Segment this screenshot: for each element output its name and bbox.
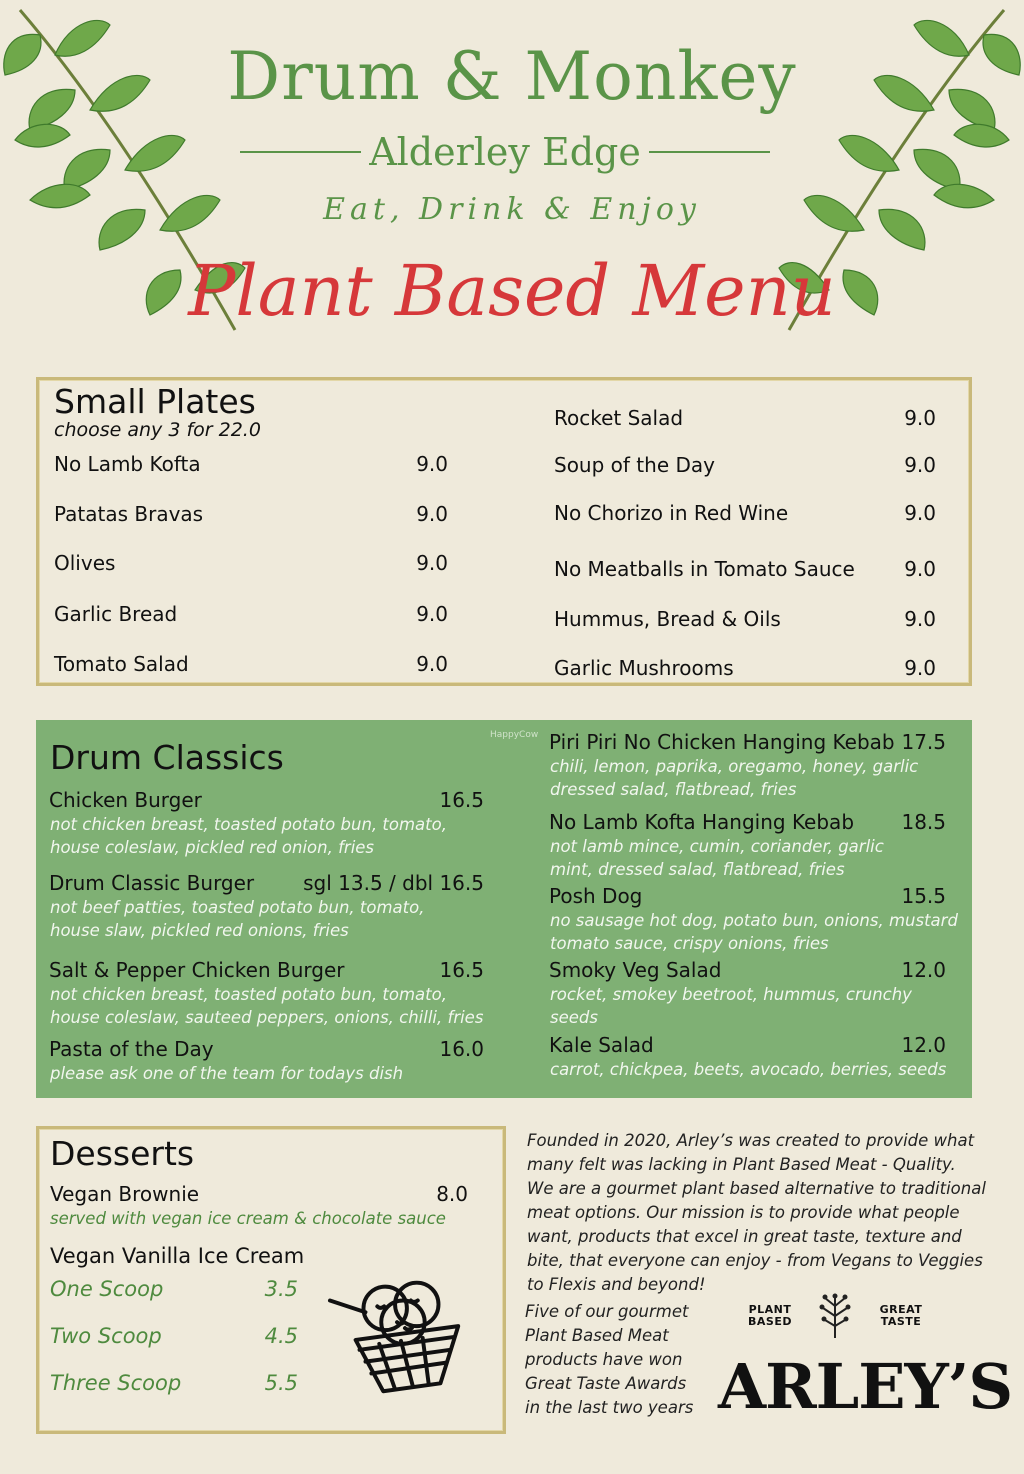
small-plate-name: No Meatballs in Tomato Sauce [554, 557, 855, 581]
small-plate-name: Soup of the Day [554, 453, 715, 477]
classic-item-desc: dressed salad, flatbread, fries [550, 780, 797, 799]
brownie-desc: served with vegan ice cream & chocolate sauce [50, 1209, 446, 1228]
classic-item-desc: no sausage hot dog, potato bun, onions, mustard [550, 911, 958, 930]
classic-item-price: 16.5 [439, 958, 484, 982]
classic-item-desc: please ask one of the team for todays dish [50, 1064, 404, 1083]
about-line: Founded in 2020, Arley’s was created to provide what [527, 1131, 975, 1150]
classic-item-price: sgl 13.5 / dbl 16.5 [303, 871, 484, 895]
classic-item-desc: tomato sauce, crispy onions, fries [550, 934, 829, 953]
small-plate-price: 9.0 [904, 607, 936, 631]
small-plate-name: Hummus, Bread & Oils [554, 607, 781, 631]
classic-item-desc: not lamb mince, cumin, coriander, garlic [550, 837, 884, 856]
scoop-price: 3.5 [264, 1277, 298, 1301]
small-plate-price: 9.0 [416, 502, 448, 526]
classic-item-desc: not chicken breast, toasted potato bun, tomato, [50, 815, 447, 834]
tree-icon [815, 1290, 855, 1340]
classic-item-desc: seeds [550, 1008, 598, 1027]
classic-item-name: Drum Classic Burger [49, 871, 255, 895]
classic-item-name: Smoky Veg Salad [549, 958, 722, 982]
classic-item-price: 17.5 [901, 730, 946, 754]
classic-item-name: Posh Dog [549, 884, 643, 908]
award-line: Great Taste Awards [525, 1374, 687, 1393]
classic-item-desc: chili, lemon, paprika, oregamo, honey, garlic [550, 757, 919, 776]
award-line: Plant Based Meat [525, 1326, 669, 1345]
about-line: We are a gourmet plant based alternative to traditional [527, 1179, 986, 1198]
menu-title: Plant Based Menu [188, 250, 836, 332]
classic-item-desc: not chicken breast, toasted potato bun, tomato, [50, 985, 447, 1004]
ice-cream-name: Vegan Vanilla Ice Cream [50, 1244, 305, 1268]
classic-item-name: Piri Piri No Chicken Hanging Kebab [549, 730, 895, 754]
small-plate-name: Olives [54, 551, 116, 575]
badge-plant-based: PLANT BASED [748, 1303, 792, 1328]
scoop-name: One Scoop [50, 1277, 164, 1301]
scoop-name: Two Scoop [50, 1324, 162, 1348]
about-line: many felt was lacking in Plant Based Meat - Quality. [527, 1155, 956, 1174]
small-plate-price: 9.0 [416, 452, 448, 476]
small-plates-heading: Small Plates [54, 382, 256, 421]
small-plate-name: Patatas Bravas [54, 502, 204, 526]
scoop-name: Three Scoop [50, 1371, 182, 1395]
small-plate-name: No Lamb Kofta [54, 452, 201, 476]
ice-cream-cup-icon [326, 1270, 474, 1400]
brownie-name: Vegan Brownie [50, 1182, 200, 1206]
classic-item-name: No Lamb Kofta Hanging Kebab [549, 810, 855, 834]
tagline: Eat, Drink & Enjoy [323, 192, 701, 227]
classic-item-price: 16.5 [439, 788, 484, 812]
small-plate-price: 9.0 [416, 602, 448, 626]
about-line: to Flexis and beyond! [527, 1275, 706, 1294]
location-subtitle: Alderley Edge [369, 130, 641, 174]
classic-item-price: 16.0 [439, 1037, 484, 1061]
classic-item-desc: house slaw, pickled red onions, fries [50, 921, 349, 940]
subtitle-rule-right [649, 151, 770, 153]
classic-item-desc: not beef patties, toasted potato bun, tomato, [50, 898, 425, 917]
classic-item-desc: rocket, smokey beetroot, hummus, crunchy [550, 985, 912, 1004]
small-plate-price: 9.0 [904, 557, 936, 581]
about-line: want, products that excel in great taste, texture and [527, 1227, 962, 1246]
award-line: products have won [525, 1350, 683, 1369]
classic-item-desc: house coleslaw, sauteed peppers, onions, chilli, fries [50, 1008, 484, 1027]
small-plate-price: 9.0 [416, 551, 448, 575]
small-plate-price: 9.0 [904, 656, 936, 680]
classic-item-name: Kale Salad [549, 1033, 654, 1057]
small-plate-price: 9.0 [904, 453, 936, 477]
badge-great-taste: GREAT TASTE [879, 1303, 923, 1328]
classic-item-name: Pasta of the Day [49, 1037, 214, 1061]
small-plate-price: 9.0 [416, 652, 448, 676]
small-plate-name: Rocket Salad [554, 406, 684, 430]
classic-item-desc: house coleslaw, pickled red onion, fries [50, 838, 375, 857]
restaurant-title: Drum & Monkey [227, 38, 797, 115]
about-line: meat options. Our mission is to provide what people [527, 1203, 960, 1222]
classic-item-price: 15.5 [901, 884, 946, 908]
subtitle-row [240, 130, 770, 174]
award-line: in the last two years [525, 1398, 694, 1417]
award-line: Five of our gourmet [525, 1302, 689, 1321]
small-plate-name: No Chorizo in Red Wine [554, 501, 789, 525]
small-plate-name: Garlic Mushrooms [554, 656, 734, 680]
scoop-price: 5.5 [264, 1371, 298, 1395]
arleys-logo: ARLEY’S [718, 1350, 1013, 1423]
classic-item-price: 18.5 [901, 810, 946, 834]
small-plate-price: 9.0 [904, 406, 936, 430]
classic-item-name: Salt & Pepper Chicken Burger [49, 958, 345, 982]
brownie-price: 8.0 [436, 1182, 468, 1206]
watermark: HappyCow [490, 730, 539, 740]
about-line: bite, that everyone can enjoy - from Vegans to Veggies [527, 1251, 983, 1270]
classic-item-price: 12.0 [901, 958, 946, 982]
drum-classics-heading: Drum Classics [50, 738, 284, 777]
small-plate-name: Tomato Salad [54, 652, 189, 676]
classic-item-name: Chicken Burger [49, 788, 202, 812]
small-plate-name: Garlic Bread [54, 602, 178, 626]
scoop-price: 4.5 [264, 1324, 298, 1348]
classic-item-desc: carrot, chickpea, beets, avocado, berries, seeds [550, 1060, 947, 1079]
subtitle-rule-left [240, 151, 361, 153]
small-plates-note: choose any 3 for 22.0 [54, 419, 261, 441]
classic-item-desc: mint, dressed salad, flatbread, fries [550, 860, 845, 879]
desserts-heading: Desserts [50, 1134, 195, 1173]
small-plate-price: 9.0 [904, 501, 936, 525]
classic-item-price: 12.0 [901, 1033, 946, 1057]
